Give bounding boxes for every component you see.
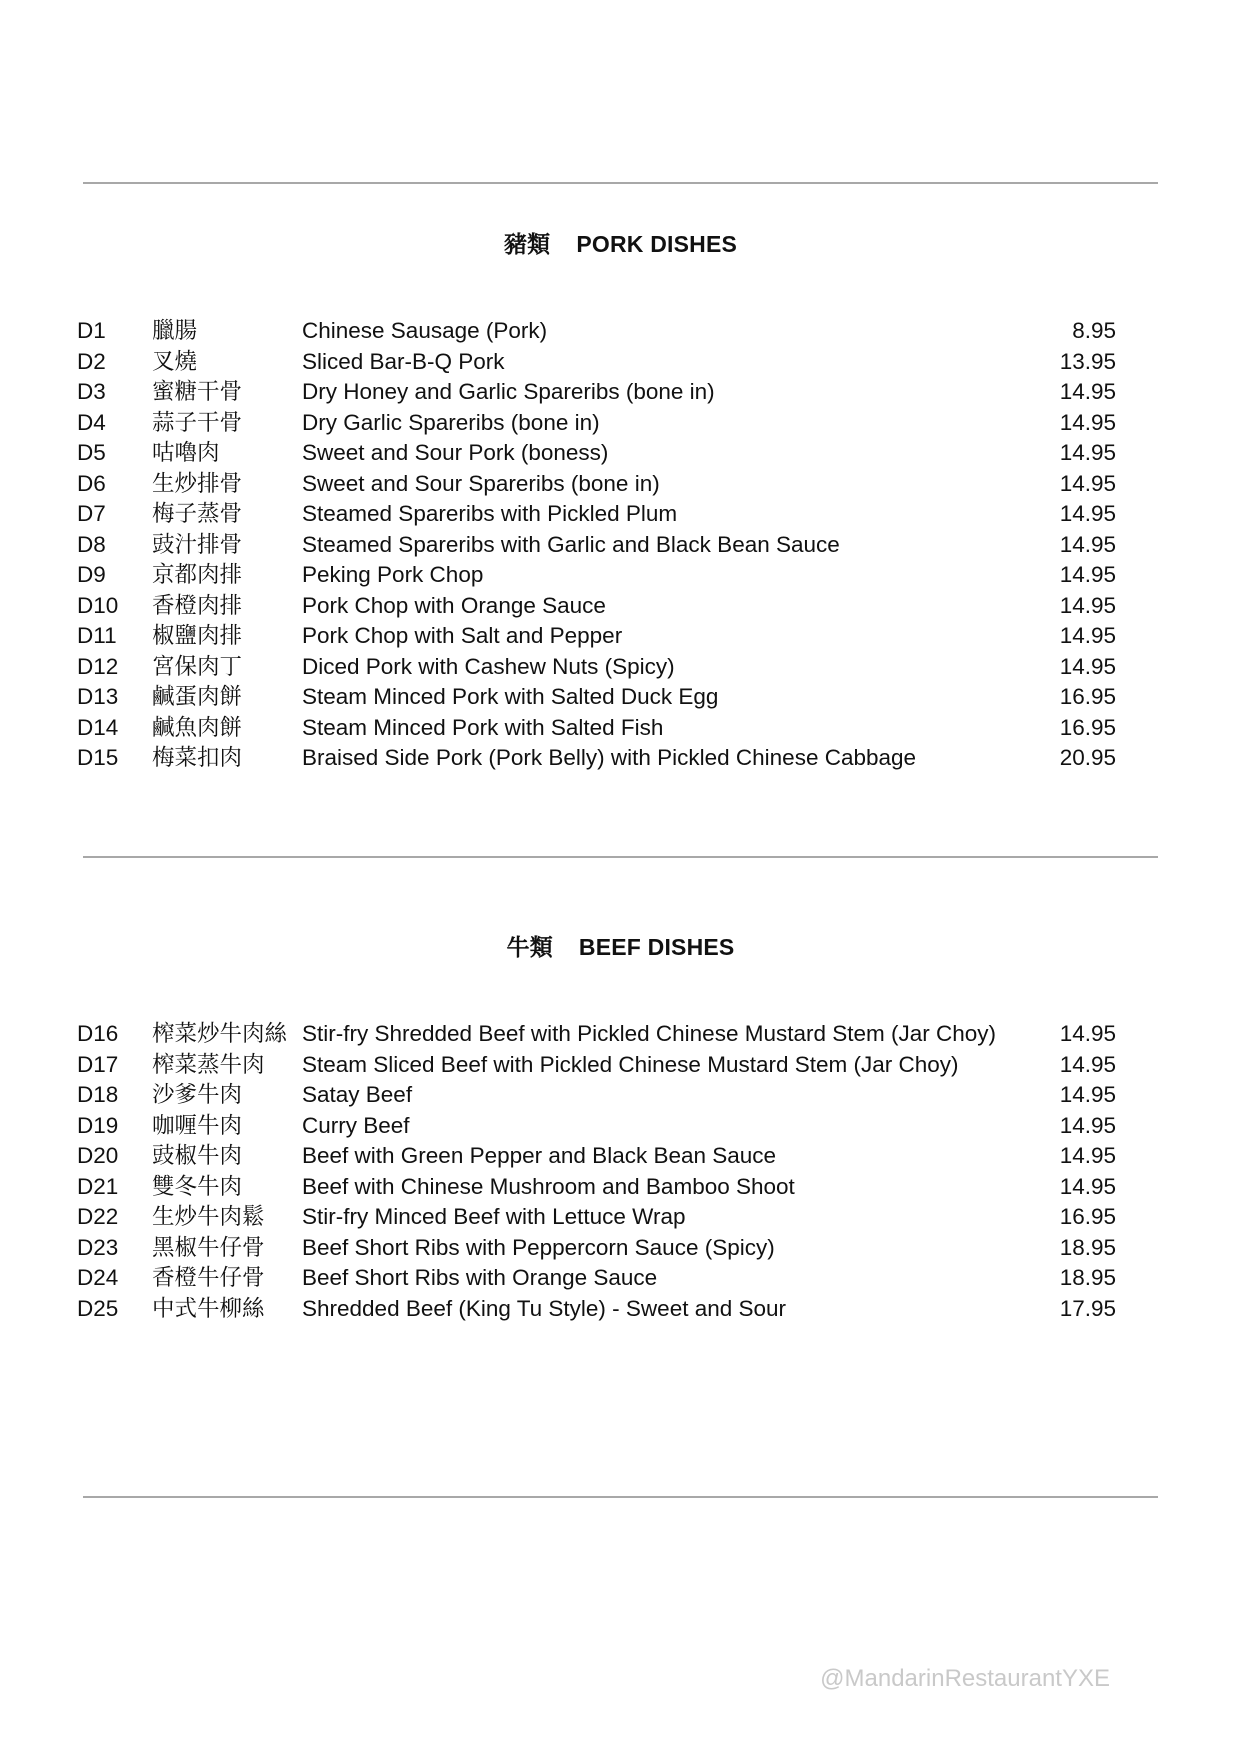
item-chinese-name: 臘腸	[152, 318, 198, 343]
item-price: 14.95	[1059, 379, 1116, 404]
item-chinese-name: 椒鹽肉排	[152, 623, 243, 648]
bottom-divider	[83, 1496, 1158, 1498]
item-price: 14.95	[1059, 1143, 1116, 1168]
item-english-name: Pork Chop with Orange Sauce	[302, 592, 606, 618]
item-english-name: Chinese Sausage (Pork)	[302, 318, 548, 343]
item-code: D10	[77, 592, 119, 618]
item-price: 14.95	[1059, 501, 1116, 526]
item-english-name: Sweet and Sour Pork (boness)	[302, 440, 609, 465]
menu-item	[0, 1019, 1241, 1050]
middle-divider	[83, 856, 1158, 858]
menu-item	[0, 743, 1241, 774]
beef-section-title	[0, 929, 1241, 962]
beef-title-chinese: 牛類	[506, 934, 553, 960]
item-price: 14.95	[1059, 1173, 1116, 1199]
item-english-name: Curry Beef	[302, 1112, 410, 1138]
menu-item	[0, 316, 1241, 347]
item-price: 16.95	[1059, 714, 1116, 740]
menu-item	[0, 1111, 1241, 1142]
menu-item	[0, 1263, 1241, 1294]
beef-dish-list	[0, 1019, 1241, 1324]
item-price: 18.95	[1059, 1234, 1116, 1260]
item-price: 17.95	[1059, 1295, 1116, 1321]
menu-item	[0, 530, 1241, 561]
item-english-name: Steam Minced Pork with Salted Duck Egg	[302, 684, 719, 709]
item-chinese-name: 梅菜扣肉	[152, 745, 243, 770]
menu-item	[0, 1080, 1241, 1111]
item-code: D24	[77, 1265, 119, 1290]
item-english-name: Dry Garlic Spareribs (bone in)	[302, 409, 600, 435]
item-code: D4	[77, 409, 106, 435]
item-price: 20.95	[1059, 745, 1116, 770]
item-code: D1	[77, 318, 106, 343]
item-code: D20	[77, 1143, 119, 1168]
item-price: 14.95	[1059, 1021, 1116, 1046]
pork-section-title	[0, 226, 1241, 259]
menu-item	[0, 652, 1241, 683]
item-english-name: Satay Beef	[302, 1082, 413, 1107]
item-price: 16.95	[1059, 684, 1116, 709]
menu-item	[0, 713, 1241, 744]
item-chinese-name: 生炒排骨	[152, 470, 243, 496]
item-chinese-name: 梅子蒸骨	[152, 501, 243, 526]
item-code: D17	[77, 1051, 119, 1077]
item-code: D13	[77, 684, 119, 709]
item-code: D18	[77, 1082, 119, 1107]
item-english-name: Braised Side Pork (Pork Belly) with Pickled Chinese Cabbage	[302, 745, 917, 770]
item-chinese-name: 香橙肉排	[152, 592, 243, 618]
item-chinese-name: 榨菜蒸牛肉	[152, 1051, 265, 1077]
item-chinese-name: 宮保肉丁	[152, 653, 243, 679]
item-price: 14.95	[1059, 623, 1116, 648]
item-price: 14.95	[1059, 470, 1116, 496]
item-chinese-name: 咖喱牛肉	[152, 1112, 243, 1138]
item-code: D5	[77, 440, 106, 465]
item-english-name: Pork Chop with Salt and Pepper	[302, 623, 623, 648]
top-divider	[83, 182, 1158, 184]
item-chinese-name: 蜜糖干骨	[152, 379, 243, 404]
menu-item	[0, 621, 1241, 652]
item-chinese-name: 雙冬牛肉	[152, 1173, 243, 1199]
item-english-name: Steamed Spareribs with Pickled Plum	[302, 501, 678, 526]
pork-dish-list	[0, 316, 1241, 774]
menu-item	[0, 682, 1241, 713]
item-price: 14.95	[1059, 562, 1116, 587]
menu-item	[0, 1202, 1241, 1233]
item-code: D16	[77, 1021, 119, 1046]
item-chinese-name: 豉汁排骨	[152, 531, 243, 557]
item-code: D12	[77, 653, 119, 679]
item-english-name: Steam Sliced Beef with Pickled Chinese Mustard Stem (Jar Choy)	[302, 1051, 959, 1077]
item-code: D23	[77, 1234, 119, 1260]
pork-title-english: PORK DISHES	[576, 231, 738, 257]
menu-item	[0, 560, 1241, 591]
item-english-name: Beef Short Ribs with Orange Sauce	[302, 1265, 658, 1290]
item-price: 14.95	[1059, 531, 1116, 557]
item-english-name: Stir-fry Minced Beef with Lettuce Wrap	[302, 1204, 686, 1229]
item-code: D8	[77, 531, 106, 557]
menu-item	[0, 1233, 1241, 1264]
item-english-name: Beef with Green Pepper and Black Bean Sauce	[302, 1143, 777, 1168]
item-english-name: Sliced Bar-B-Q Pork	[302, 348, 505, 374]
item-price: 14.95	[1059, 592, 1116, 618]
item-code: D11	[77, 623, 117, 648]
item-chinese-name: 豉椒牛肉	[152, 1143, 243, 1168]
pork-title-chinese: 豬類	[503, 231, 551, 257]
item-code: D14	[77, 714, 119, 740]
item-chinese-name: 香橙牛仔骨	[152, 1265, 265, 1290]
item-chinese-name: 生炒牛肉鬆	[152, 1204, 265, 1229]
item-code: D19	[77, 1112, 119, 1138]
menu-item	[0, 469, 1241, 500]
menu-item	[0, 438, 1241, 469]
item-price: 14.95	[1059, 1112, 1116, 1138]
item-code: D15	[77, 745, 119, 770]
item-chinese-name: 鹹蛋肉餅	[152, 684, 243, 709]
menu-item	[0, 499, 1241, 530]
item-english-name: Sweet and Sour Spareribs (bone in)	[302, 470, 660, 496]
item-chinese-name: 榨菜炒牛肉絲	[152, 1021, 288, 1046]
menu-item	[0, 1172, 1241, 1203]
item-chinese-name: 中式牛柳絲	[152, 1295, 265, 1321]
item-english-name: Dry Honey and Garlic Spareribs (bone in)	[302, 379, 715, 404]
item-code: D25	[77, 1295, 119, 1321]
item-code: D6	[77, 470, 106, 496]
item-price: 8.95	[1072, 318, 1116, 343]
item-price: 18.95	[1059, 1265, 1116, 1290]
menu-item	[0, 1050, 1241, 1081]
menu-item	[0, 591, 1241, 622]
item-chinese-name: 鹹魚肉餅	[152, 714, 243, 740]
item-code: D7	[77, 501, 106, 526]
item-english-name: Beef Short Ribs with Peppercorn Sauce (Spicy)	[302, 1234, 775, 1260]
item-price: 14.95	[1059, 1082, 1116, 1107]
item-chinese-name: 黑椒牛仔骨	[152, 1234, 265, 1260]
item-english-name: Shredded Beef (King Tu Style) - Sweet and Sour	[302, 1295, 787, 1321]
item-chinese-name: 叉燒	[152, 348, 198, 374]
item-price: 14.95	[1059, 409, 1116, 435]
item-english-name: Peking Pork Chop	[302, 562, 484, 587]
beef-title-english: BEEF DISHES	[578, 934, 735, 960]
item-code: D21	[77, 1173, 119, 1199]
menu-item	[0, 377, 1241, 408]
item-code: D2	[77, 348, 106, 374]
item-code: D9	[77, 562, 106, 587]
item-chinese-name: 蒜子干骨	[152, 409, 243, 435]
item-price: 13.95	[1059, 348, 1116, 374]
item-code: D3	[77, 379, 106, 404]
item-english-name: Steam Minced Pork with Salted Fish	[302, 714, 664, 740]
item-price: 14.95	[1059, 440, 1116, 465]
item-chinese-name: 沙爹牛肉	[152, 1082, 243, 1107]
item-english-name: Steamed Spareribs with Garlic and Black Bean Sauce	[302, 531, 840, 557]
item-chinese-name: 京都肉排	[152, 562, 243, 587]
item-price: 14.95	[1059, 1051, 1116, 1077]
item-english-name: Diced Pork with Cashew Nuts (Spicy)	[302, 653, 675, 679]
item-english-name: Stir-fry Shredded Beef with Pickled Chinese Mustard Stem (Jar Choy)	[302, 1021, 997, 1046]
item-price: 14.95	[1059, 653, 1116, 679]
item-english-name: Beef with Chinese Mushroom and Bamboo Shoot	[302, 1173, 795, 1199]
item-chinese-name: 咕嚕肉	[152, 440, 220, 465]
menu-item	[0, 1294, 1241, 1325]
menu-item	[0, 408, 1241, 439]
item-price: 16.95	[1059, 1204, 1116, 1229]
menu-item	[0, 347, 1241, 378]
menu-item	[0, 1141, 1241, 1172]
watermark: @MandarinRestaurantYXE	[820, 1665, 1110, 1692]
item-code: D22	[77, 1204, 119, 1229]
